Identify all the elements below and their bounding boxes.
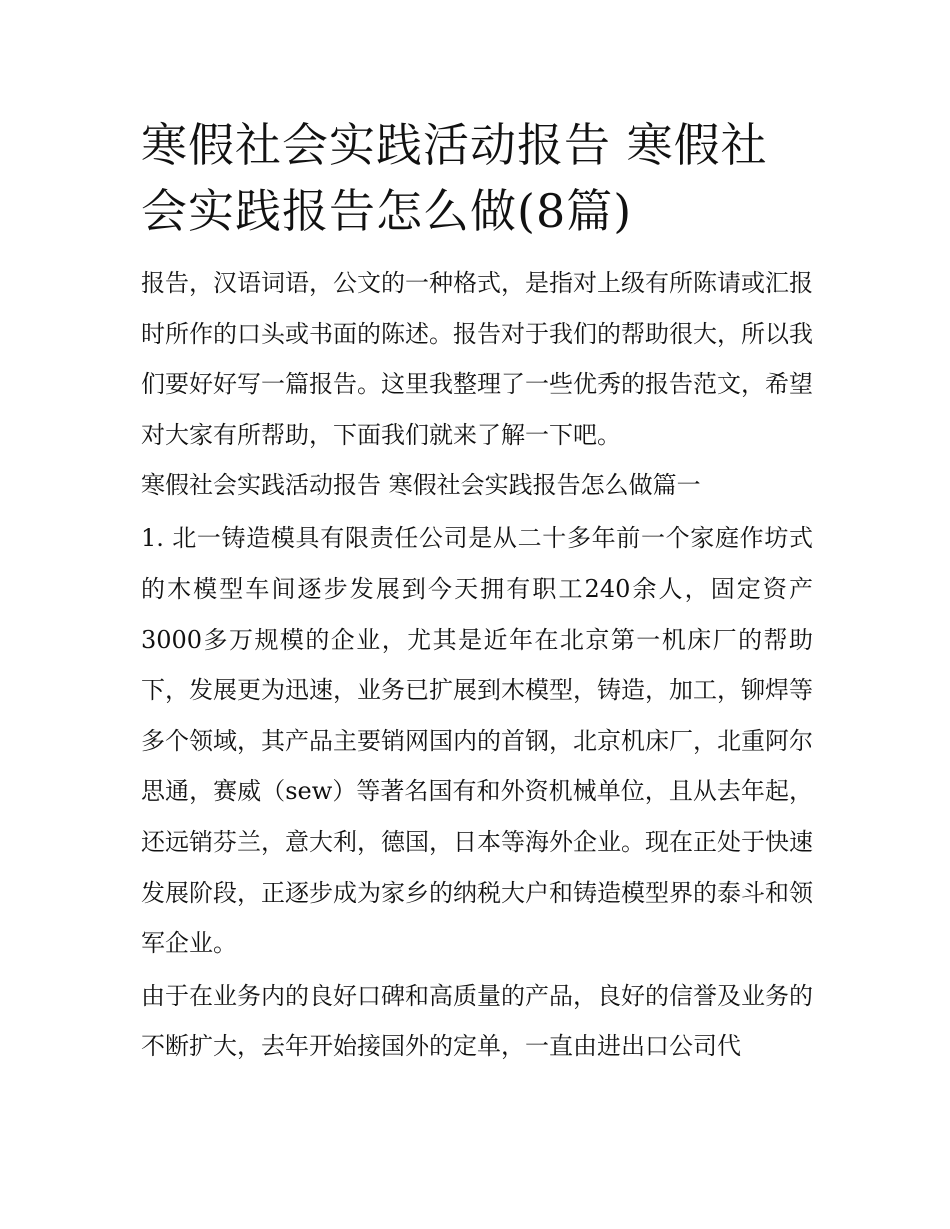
document-title: 寒假社会实践活动报告 寒假社会实践报告怎么做(8篇) [141,118,768,238]
body-paragraph-2: 由于在业务内的良好口碑和高质量的产品，良好的信誉及业务的不断扩大，去年开始接国外的定单，一直由进出口公司代 [141,981,813,1061]
intro-paragraph: 报告，汉语词语，公文的一种格式，是指对上级有所陈请或汇报时所作的口头或书面的陈述。报告对于我们的帮助很大，所以我们要好好写一篇报告。这里我整理了一些优秀的报告范文，希望对大家有所帮助，下面我们就来了解一下吧。 [141,269,813,449]
document-page [141,112,813,1072]
numbered-paragraph-1: 1. 北一铸造模具有限责任公司是从二十多年前一个家庭作坊式的木模型车间逐步发展到今天拥有职工240余人，固定资产3000多万规模的企业，尤其是近年在北京第一机床厂的帮助下，发展更为迅速，业务已扩展到木模型，铸造，加工，铆焊等多个领域，其产品主要销网国内的首钢，北京机床厂，北重阿尔思通，赛威（sew）等著名国有和外资机械单位，且从去年起，还远销芬兰，意大利，德国，日本等海外企业。现在正处于快速发展阶段，正逐步成为家乡的纳税大户和铸造模型界的泰斗和领军企业。 [141,524,813,958]
section-heading: 寒假社会实践活动报告 寒假社会实践报告怎么做篇一 [141,471,701,500]
